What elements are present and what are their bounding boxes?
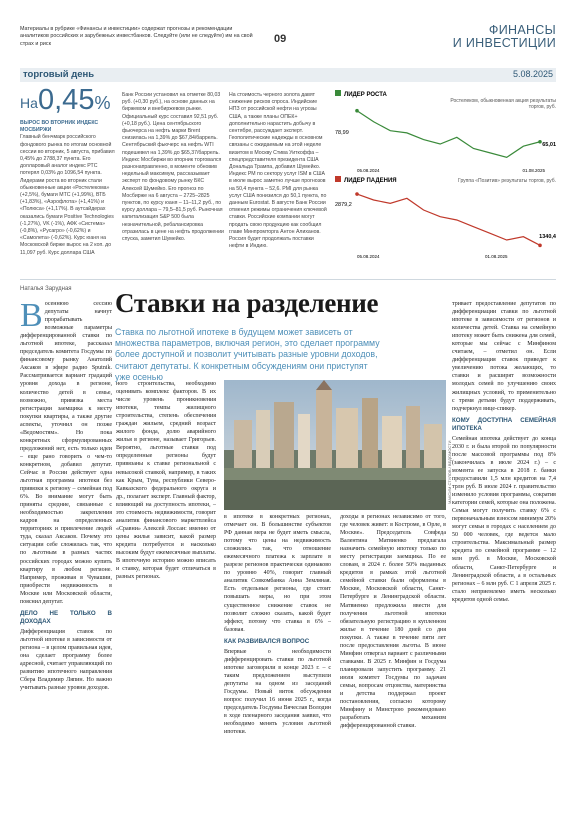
chart2-start-label: 2879,2 — [335, 202, 352, 208]
chart1-title: ЛИДЕР РОСТА — [344, 92, 387, 98]
article-column-2: ного строительства, необходимо оценивать комплекс факторов. В их числе уровень проникновения ипотеки, темпы жилищного строительства, степень обеспечения граждан жильем, средний возраст жилого фонда, долю аварийного жилья в регионе, называет Григорьев. Вероятно, льготные ставки под определенные регионы будут привязаны к ставке региональной с невысокой ставкой, например, в таких как Крым, Тува, республики Северо-Кавказского федерального округа и др., полагает эксперт. Главный фактор, влияющий на доступность ипотеки, – это стоимость недвижимости, говорит аналитик финансового маркетплейса «Сравни» Алексей Лоссан: именно от цены жилья зависит, какой размер кредита потребуется и насколько высоким будут ежемесячные выплаты. В ипотечную историю можно вписать и ставку, которая будет отличаться в разных регионах. — [116, 381, 216, 581]
big-figure-unit: % — [94, 93, 111, 113]
leader-loss-marker — [335, 176, 341, 182]
chart-leader-loss-svg — [335, 176, 556, 260]
article-column-3 — [224, 513, 331, 819]
big-figure-label: ВЫРОС ВО ВТОРНИК ИНДЕКС МОСБИРЖИ — [20, 120, 99, 134]
trading-day-title: торговый день — [23, 69, 95, 80]
article-subhead: Ставка по льготной ипотеке в будущем может зависеть от множества параметров, включая регион, это сделает программу более доступной и позволит учитывать разные уровни доходов, считают депутаты. К конкретным обсуждениям они приступят уже осенью — [115, 327, 380, 382]
trading-brief-col1 — [20, 120, 118, 258]
series-start-point — [355, 109, 359, 113]
section-divider — [20, 279, 556, 280]
chart1-start-label: 78,99 — [335, 130, 349, 136]
section-title — [453, 24, 556, 50]
article-column-5 — [452, 300, 556, 818]
article-column-4: доходы в регионах независимо от того, где человек живет: в Костроме, в Орле, в Москве». Председатель Совфеда Валентина Матвиенко предлагала назначить семейную ипотеку только по месту регистрации заемщика. По ее словам, в 2024 г. более 50% выданных кредитов в рамках этой льготной семейной ставки были оформлены в Москве, Московской области, Санкт-Петербурге и Ленинградской области. Матвиенко предложила ввести для получения льготной ипотеки обязательную регистрацию в купленном жилье в течение 180 дней со дня покупки. А также в течение пяти лет после предоставления льготы. В июне Минфин отвергал вариант с различными ставками. В 2025 г. Минфин и Госдума планировали запустить программу. 21 июля комитет Госдумы по задачам семьи, вопросам отцовства, материнства и детства поддержал проект постановления, согласно которому Минфину и Минстрою рекомендовано разработать механизм дифференцированной ставки. — [340, 514, 446, 730]
chart2-plot — [355, 192, 542, 247]
series-start-point — [355, 192, 359, 196]
page-number: 09 — [274, 33, 287, 45]
city-skyline-image — [224, 380, 446, 510]
chart1-x-end: 01.08.2025 — [522, 168, 545, 173]
article-col5-text2: Семейная ипотека действует до конца 2030 г. и была второй по популярности после массовой программы под 8% (закончилась в июле 2024 г.) – с момента ее запуска в 2018 г. банки предоставили 1,5 млн кредитов на 7,4 трлн руб. В июле 2024 г. правительство изменило условия программы, сократив категории семей, которые она положена. Семьи могут получить ставку 6% с первоначальным взносом минимум 20% могут семьи в городах с населением до 50 000 человек, где ведется мало строительства. Максимальный размер кредита по семейной программе – 12 млн руб. в Москве, Московской области, Санкт-Петербурге и Ленинградской области, а в остальных регионах – 6 млн руб. С 1 апреля 2025 г. стало неприемлемо иметь несколько кредитов одной семье. — [452, 435, 556, 603]
chart1-plot — [355, 109, 542, 157]
trading-brief-col2: Банк России установил на отметке 80,03 руб. (+0,30 руб.), на основе данных на биржевом и внебиржевом рынке. Официальный курс составил 92,51 руб. (+0,18 руб.). Цена сентябрьского фьючерса на нефть марки Brent снизилась на 1,39% до $67,84/баррель. Сентябрьский фьючерс на нефть WTI подешевел на 1,39% до $65,37/баррель. Индекс Мосбиржи во вторник торговался разнонаправленно, в моменте обновив недельный максимум, рассказывает эксперт по фондовому рынку БКС Алексей Шумейко. Его прогноз по Мосбирже на 6 августа – 2725–2825 пунктов, по курсу юаня – 11–11,2 руб., по курсу доллара – 79,5–81,5 руб. Рыночная капитализация S&P 500 была незначительной, ребалансировка отразилась в цене на нефть продолжении спуска, заметил Шумейко. — [122, 92, 224, 243]
chart1-caption-text: Ростелеком, обыкновенная акция результаты торгов, руб. — [450, 98, 556, 110]
chart2-end-label: 1340,4 — [539, 234, 556, 240]
trading-brief-col3: На стоимость черного золота давят снижение рисков спроса. Индийские НПЗ от российской нефти на угрозы США, а также планы ОПЕК+ дополнительно нарастить добычу в сентябре, рассуждает эксперт. Геополитические надежды в основном связаны с ожидаемым на этой неделе визитом в Москву Стива Уиткоффа – спецпредставителя президента США Дональда Трампа, добавил Шумейко. Индекс РМ по сектору услуг ISM в США в июле вырос заметно лучше прогнозов на 50,4 пункта – 52,6. PMI для рынка услуг США понизился до 50,1 пункта, по данным Eurostat. В августе Банк России отменил режимы ограничения ключевой ставки. Российские компании могут продать свою продукцию как сообщил главе Минпромторга Антон Алиханов. Россия будет продолжать поставки нефти в Индию. — [229, 92, 327, 250]
article-col5-text: тривает предоставление депутатов по дифференциации ставки по льготной ипотеке в зависимости от регионов и количества детей. Ставка на семейную ипотеку может быть снижена для семей, которые мы сейчас с Минфином считаем, – отметил он. Если дифференциация ставок приведет к увеличению потока желающих, то ставки и расширят возможности молодых семей по улучшению своих жилищных условий, то применительно с тремя детьми будут поддерживать, подчеркнул вице-спикер. — [452, 301, 556, 412]
big-figure-value: 0,45 — [38, 84, 95, 116]
article-subheading-2: КАК РАЗВИВАЛСЯ ВОПРОС — [224, 637, 310, 645]
chart2-title: ЛИДЕР ПАДЕНИЯ — [344, 178, 397, 184]
chart-leader-loss — [335, 176, 556, 260]
big-figure — [38, 84, 110, 117]
article-subheading-1: ДЕЛО НЕ ТОЛЬКО В ДОХОДАХ — [20, 609, 112, 625]
article-col1-text2: Дифференциация ставок по льготной ипотеке в зависимости от региона – в целом правильная идея, она сделает программу более адресной, считает управляющий по развитию ипотечного направления Сбера Владимир Ляпин. Но важно учитывать разные уровни доходов. — [20, 628, 112, 692]
chart2-x-start: 05.08.2024 — [357, 254, 380, 259]
chart2-x-end: 01.08.2025 — [485, 254, 508, 259]
trading-day-date: 5.08.2025 — [512, 69, 553, 79]
article-dropcap: В — [20, 300, 43, 334]
article-byline: Наталья Зарудная — [20, 286, 72, 292]
article-headline: Ставки на разделение — [115, 288, 379, 318]
trading-day-band — [20, 68, 556, 82]
article-col3-text: в ипотеке в конкретных регионах, отмечает он. В большинстве субъектов РФ данная мера не будет иметь смысла, потому что цены на недвижимость сложились так, что отношение ежемесячного платежа к зарплате в разрезе регионов практически одинаково по уровню 40%, говорит главный аналитик Совкомбанка Анна Земляная. Есть отдельные регионы, где стоит повышать меры, но при этом существенное снижение ставок не позволит сложно сказать, какой будет эффект, потому что ставка в 6% – базовая. — [224, 514, 331, 633]
section-title-line1: ФИНАНСЫ — [488, 23, 556, 37]
series-end-point — [538, 244, 542, 248]
article-subheading-3: КОМУ ДОСТУПНА СЕМЕЙНАЯ ИПОТЕКА — [452, 416, 556, 432]
article-photo — [224, 380, 446, 510]
chart1-x-start: 05.08.2024 — [357, 168, 380, 173]
article-column-1 — [20, 300, 112, 818]
series-line — [357, 111, 540, 158]
series-line — [357, 194, 540, 245]
trading-brief-text1: Главный бенчмарк российского фондового рынка по итогам основной сессии во вторник, 5 августа, прибавил 0,45% до 2788,37 пункта. Его долларовый аналог индекс РТС потерял 0,03% до 1096,54 пункта. Лидерами роста во вторник стали обыкновенные акции «Ростелекома» (+2,5%), бумаги МТС (+1,99%), ВТБ (+1,83%), «Аэрофлота» (+1,41%) и «Полюса» (+1,17%). В аутсайдерах оказались бумаги Positive Technologies (-1,27%), VK (-1%), АФК «Система» (-0,8%), «Русагро» (-0,62%) и «Самолета» (-0,62%). Курс юаня на Московской бирже вырос на 2 коп. до 11,097 руб. Курс доллара США — [20, 134, 115, 256]
article-col3-text2: Впервые о необходимости дифференцировать ставки по льготной ипотеке заговорили в конце 2023 г. – с таким предложением выступили депутаты на одном из заседаний Госдумы. Новый виток обсуждения вопрос получил 16 июня 2025 г., когда председатель Госдумы Вячеслав Володин в ходе пленарного заседания заявил, что необходимо менять условия льготной ипотеки. — [224, 648, 331, 736]
chart1-end-label: 65,01 — [542, 142, 556, 148]
chart2-caption-text: Группа «Позитив» результаты торгов, руб. — [458, 178, 556, 184]
header-intro: Материалы в рубрике «Финансы и инвестиции» содержат прогнозы и рекомендации аналитиков российских и зарубежных инвестбанков. Следуйте (или не следуйте) им на свой страх и риск — [20, 26, 253, 47]
big-figure-prefix: На — [20, 95, 38, 111]
photo-credit: МАКСИМ СТУЛОВ / ВЕДОМОСТИ — [447, 440, 452, 504]
leader-gain-marker — [335, 90, 341, 96]
article-col1-text: осеннюю сессию депутаты начнут прорабатывать возможные параметры дифференцированной ставки по льготной ипотеке, рассказал председатель комитета Госдумы по финансовому рынку Анатолий Аксаков в эфире радио Sputnik. Рассматривается вариант градаций уровня дохода в регионе, количество детей в семье, возможно, привязка места регистрации заемщика к месту покупки квартиры, а также другие аспекты, уточнил он позже «Ведомостям». Но пока конкретных сформулированных предложений нет, есть только идеи – еще рано говорить о чем-то конкретном, добавил депутат. Сейчас в России действует одна льготная программа ипотеки без привязки к региону – семейная под 6%. Во внимание могут быть приняты средние, связанные с необходимостью закрепления кадров на определенных территориях и привлечение людей туда, сказал Аксаков. Почему это ситуации себе сложилась так, что по льготным в разных частях российских городах можно купить квартиру в любом регионе. Например, проживая в Чувашии, приобрести недвижимость в Москве или Московской области, пояснил депутат. — [20, 301, 112, 605]
section-title-line2: И ИНВЕСТИЦИИ — [452, 36, 556, 50]
